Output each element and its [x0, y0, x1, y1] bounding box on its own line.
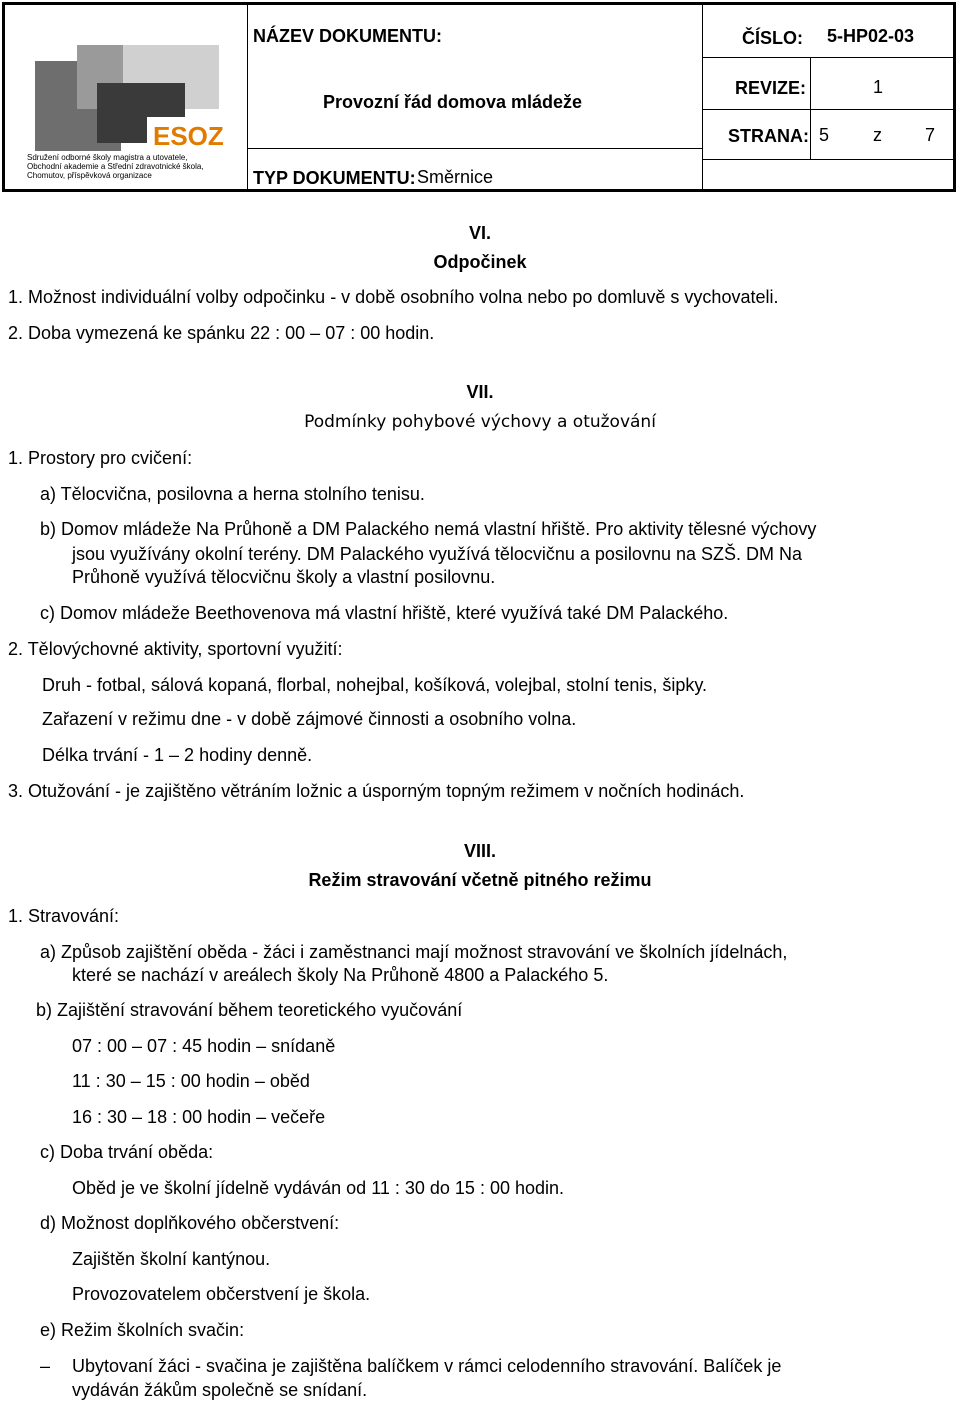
page-total: 7	[925, 125, 936, 145]
meal-time-dinner: 16 : 30 – 18 : 00 hodin – večeře	[72, 1107, 326, 1127]
section-6-title: Odpočinek	[433, 252, 527, 272]
divider	[810, 57, 811, 159]
logo	[5, 5, 247, 190]
list-dash: –	[40, 1356, 51, 1376]
section-8-d1: Zajištěn školní kantýnou.	[72, 1249, 271, 1269]
section-8-roman: VIII.	[463, 841, 496, 861]
meal-time-breakfast: 07 : 00 – 07 : 45 hodin – snídaně	[72, 1036, 336, 1056]
page-label: STRANA:	[728, 126, 809, 146]
document-header	[2, 2, 956, 192]
section-8-e: e) Režim školních svačin:	[40, 1320, 245, 1340]
section-8-e1: Ubytovaní žáci - svačina je zajištěna balíčkem v rámci celodenního stravování. Balíček je	[72, 1356, 782, 1376]
revision-value: 1	[873, 77, 884, 97]
section-8-p1: 1. Stravování:	[8, 906, 120, 926]
section-7-p1: 1. Prostory pro cvičení:	[8, 448, 193, 468]
section-7-p1c: c) Domov mládeže Beethovenova má vlastní hřiště, které využívá také DM Palackého.	[40, 603, 729, 623]
doc-type: Směrnice	[417, 167, 494, 187]
section-8-a: které se nachází v areálech školy Na Průhoně 4800 a Palackého 5.	[72, 965, 609, 985]
section-7-p1b: jsou využívány okolní terény. DM Palackého využívá tělocvičnu a posilovnu na SZŠ. DM Na	[72, 544, 803, 564]
section-7-p1b: b) Domov mládeže Na Průhoně a DM Palackého nemá vlastní hřiště. Pro aktivity tělesné výchovy	[40, 519, 817, 539]
divider	[702, 5, 703, 190]
section-8-title: Režim stravování včetně pitného režimu	[308, 870, 652, 890]
section-8-d2: Provozovatelem občerstvení je škola.	[72, 1284, 371, 1304]
section-8-e1: vydáván žákům společně se snídaní.	[72, 1380, 368, 1400]
divider	[702, 109, 954, 110]
section-6-item: 1. Možnost individuální volby odpočinku - v době osobního volna nebo po domluvě s vychovateli.	[8, 287, 779, 307]
svg-text:Obchodní akademie a Střední zd: Obchodní akademie a Střední zdravotnické škola,	[27, 162, 204, 171]
section-7-p1b: Průhoně využívá tělocvičnu školy a vlastní posilovnu.	[72, 567, 496, 587]
section-8-d: d) Možnost doplňkového občerstvení:	[40, 1213, 340, 1233]
meal-time-lunch: 11 : 30 – 15 : 00 hodin – oběd	[72, 1071, 310, 1091]
section-7-p2-delka: Délka trvání - 1 – 2 hodiny denně.	[42, 745, 313, 765]
section-7-roman: VII.	[466, 382, 494, 402]
svg-text:ESOZ: ESOZ	[153, 121, 224, 151]
doc-number: 5-HP02-03	[827, 26, 915, 46]
section-8-c1: Oběd je ve školní jídelně vydáván od 11 : 30 do 15 : 00 hodin.	[72, 1178, 565, 1198]
section-7-p2-zarazeni: Zařazení v režimu dne - v době zájmové činnosti a osobního volna.	[42, 709, 577, 729]
esoz-logo-icon	[5, 5, 247, 190]
doc-name-label: NÁZEV DOKUMENTU:	[253, 26, 442, 46]
section-8-c: c) Doba trvání oběda:	[40, 1142, 214, 1162]
page-current: 5	[819, 125, 830, 145]
number-label: ČÍSLO:	[742, 28, 803, 48]
divider	[247, 5, 248, 190]
section-7-p1a: a) Tělocvična, posilovna a herna stolního tenisu.	[40, 484, 425, 504]
doc-title: Provozní řád domova mládeže	[323, 92, 583, 112]
section-7-p2: 2. Tělovýchovné aktivity, sportovní využití:	[8, 639, 343, 659]
section-6-item: 2. Doba vymezená ke spánku 22 : 00 – 07 : 00 hodin.	[8, 323, 435, 343]
revision-label: REVIZE:	[735, 78, 807, 98]
section-8-b: b) Zajištění stravování během teoretického vyučování	[36, 1000, 463, 1020]
svg-text:Chomutov, příspěvková organiza: Chomutov, příspěvková organizace	[27, 171, 152, 180]
page-of: z	[873, 125, 882, 145]
section-8-a: a) Způsob zajištění oběda - žáci i zaměstnanci mají možnost stravování ve školních jídelnách,	[40, 942, 788, 962]
section-6-roman: VI.	[468, 223, 491, 243]
divider	[702, 159, 954, 160]
section-7-p2-druh: Druh - fotbal, sálová kopaná, florbal, nohejbal, košíková, volejbal, stolní tenis, šipky.	[42, 675, 708, 695]
divider	[702, 57, 954, 58]
svg-text:Sdružení odborné školy magistr: Sdružení odborné školy magistra a utovatele,	[27, 153, 188, 162]
doc-type-label: TYP DOKUMENTU:	[253, 168, 416, 188]
section-7-p3: 3. Otužování - je zajištěno větráním ložnic a úsporným topným režimem v nočních hodinách.	[8, 781, 745, 801]
section-7-title: Podmínky pohybové výchovy a otužování	[304, 412, 656, 432]
divider	[247, 148, 702, 149]
